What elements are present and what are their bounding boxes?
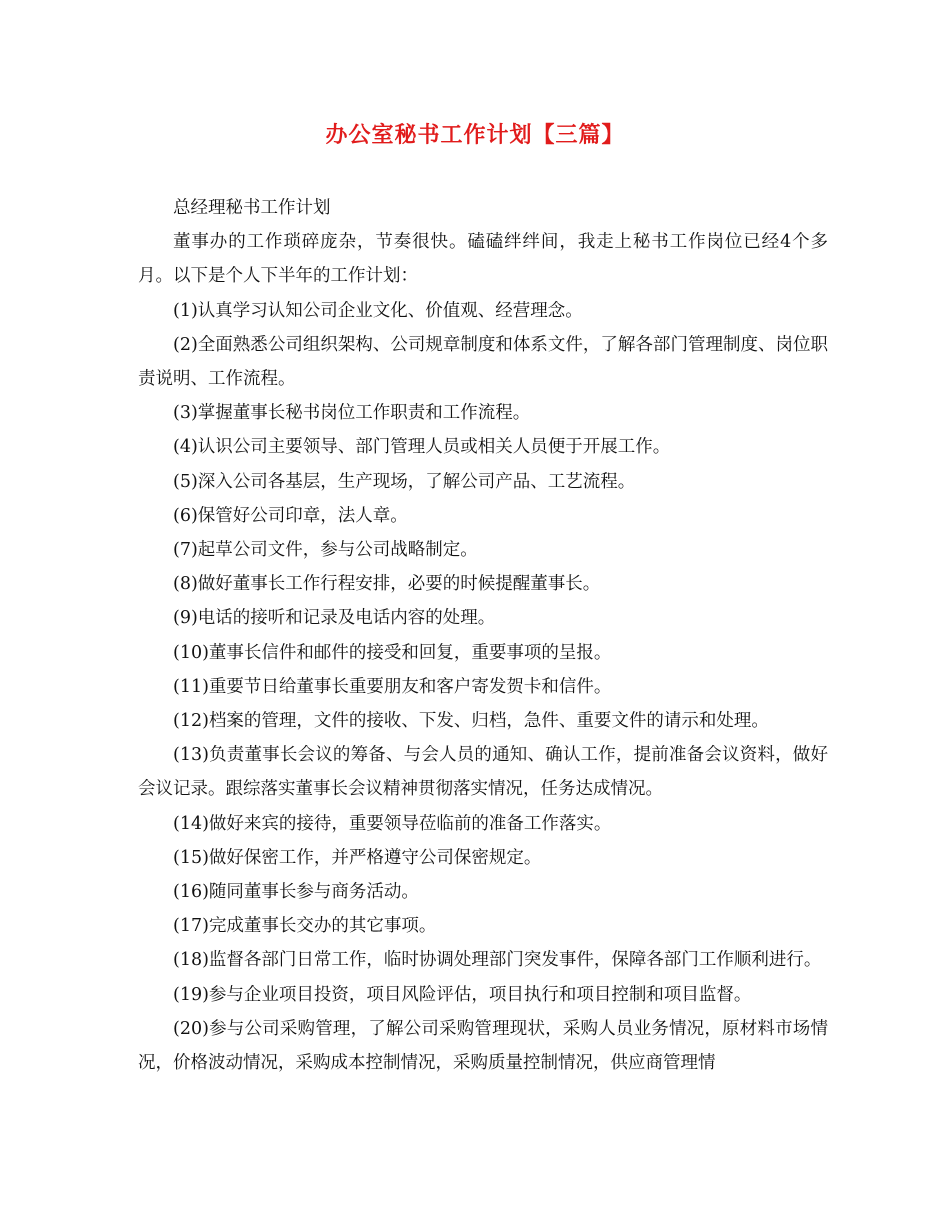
list-item: (11)重要节日给董事长重要朋友和客户寄发贺卡和信件。	[173, 676, 612, 697]
list-item: (5)深入公司各基层，生产现场，了解公司产品、工艺流程。	[173, 471, 636, 492]
list-item: (6)保管好公司印章，法人章。	[173, 505, 408, 526]
list-item: (12)档案的管理，文件的接收、下发、归档，急件、重要文件的请示和处理。	[173, 711, 769, 732]
list-item: (8)做好董事长工作行程安排，必要的时候提醒董事长。	[173, 574, 601, 595]
document-title: 办公室秘书工作计划【三篇】	[325, 122, 625, 148]
list-item: (17)完成董事长交办的其它事项。	[173, 916, 437, 937]
paragraph: 董事办的工作琐碎庞杂，节奏很快。磕磕绊绊间，我走上秘书工作岗位已经4个多月。以下是个人下半年的工作计划：	[138, 232, 828, 287]
list-item: (1)认真学习认知公司企业文化、价值观、经营理念。	[173, 300, 583, 321]
list-item: (16)随同董事长参与商务活动。	[173, 882, 419, 903]
list-item: (10)董事长信件和邮件的接受和回复，重要事项的呈报。	[173, 642, 612, 663]
list-item: (7)起草公司文件，参与公司战略制定。	[173, 540, 478, 561]
paragraph: 总经理秘书工作计划	[173, 198, 331, 218]
list-item: (19)参与企业项目投资，项目风险评估，项目执行和项目控制和项目监督。	[173, 984, 752, 1005]
list-item: (9)电话的接听和记录及电话内容的处理。	[173, 608, 496, 629]
list-item: (4)认识公司主要领导、部门管理人员或相关人员便于开展工作。	[173, 437, 671, 458]
list-item: (20)参与公司采购管理，了解公司采购管理现状，采购人员业务情况，原材料市场情况，价格波动情况，采购成本控制情况，采购质量控制情况，供应商管理情	[138, 1018, 828, 1074]
list-item: (3)掌握董事长秘书岗位工作职责和工作流程。	[173, 403, 531, 424]
list-item: (18)监督各部门日常工作，临时协调处理部门突发事件，保障各部门工作顺利进行。	[173, 950, 822, 971]
list-item: (2)全面熟悉公司组织架构、公司规章制度和体系文件，了解各部门管理制度、岗位职责说明、工作流程。	[138, 334, 828, 390]
list-item: (15)做好保密工作，并严格遵守公司保密规定。	[173, 847, 542, 868]
document-body	[138, 191, 828, 1080]
list-item: (13)负责董事长会议的筹备、与会人员的通知、确认工作，提前准备会议资料，做好会议记录。跟综落实董事长会议精神贯彻落实情况，任务达成情况。	[138, 745, 828, 800]
list-item: (14)做好来宾的接待，重要领导莅临前的准备工作落实。	[173, 813, 612, 834]
